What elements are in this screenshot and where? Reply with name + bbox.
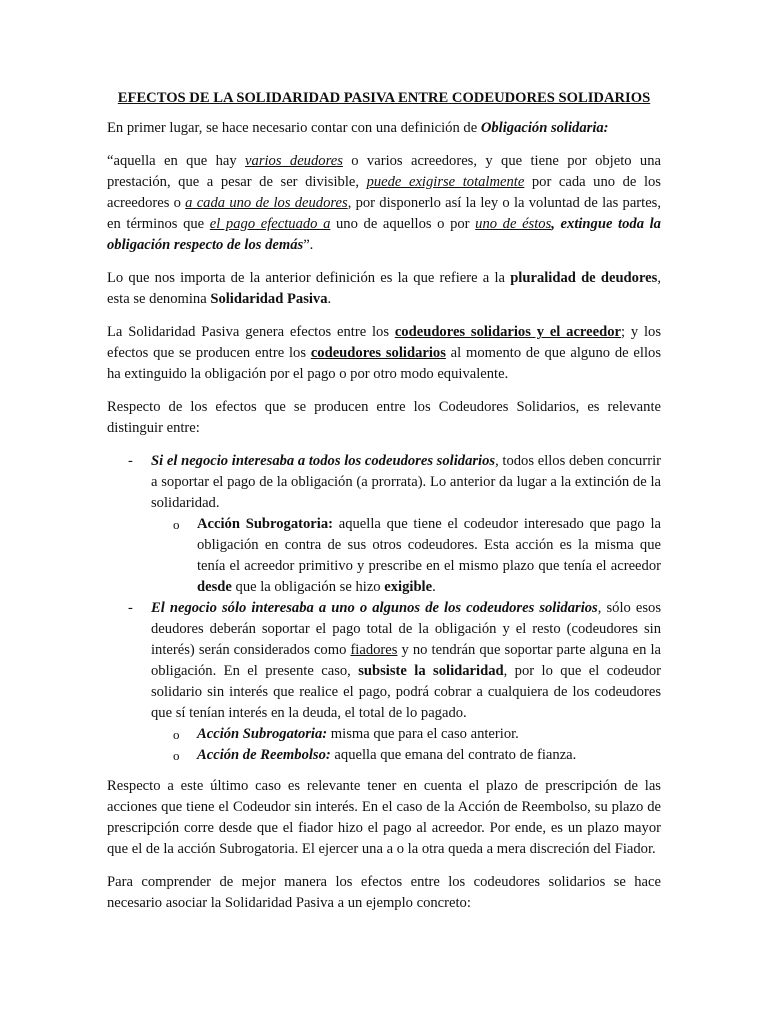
bold-term: Solidaridad Pasiva <box>210 291 328 307</box>
definition-quote <box>107 151 661 256</box>
case-text: , sólo esos deudores deberán soportar el pago total de la obligación y el resto (codeudores sin interés) serán considerados como <box>151 600 662 658</box>
quote-emphasis: uno de éstos <box>475 216 552 232</box>
quote-text: o varios acreedores, y que tiene por objeto una prestación, que a pesar de ser divisible, <box>107 153 662 190</box>
sub-text: misma que para el caso anterior. <box>327 726 519 742</box>
quote-end: ”. <box>303 237 314 253</box>
distinguish-paragraph: Respecto de los efectos que se producen entre los Codeudores Solidarios, es relevante distinguir entre: <box>107 399 661 436</box>
bold-underlined-term: codeudores solidarios <box>310 345 446 361</box>
sub-item-accion-subrogatoria <box>197 724 661 745</box>
defined-term: Obligación solidaria: <box>480 120 609 136</box>
underlined-term: fiadores <box>350 642 398 658</box>
quote-text: uno de aquellos o por <box>330 216 476 232</box>
quote-emphasis: puede exigirse totalmente <box>366 174 525 190</box>
sub-list <box>151 724 661 766</box>
quote-text: , por disponerlo así la ley o la voluntad de las partes, en términos que <box>107 195 662 232</box>
case-lead: El negocio sólo interesaba a uno o algunos de los codeudores solidarios <box>151 600 598 616</box>
quote-emphasis: varios deudores <box>245 153 343 169</box>
quote-bold-emphasis: , extingue toda la obligación respecto de los demás <box>107 216 661 253</box>
quote-emphasis: a cada uno de los deudores <box>185 195 348 211</box>
bold-term: subsiste la solidaridad <box>358 663 504 679</box>
sub-text: aquella que emana del contrato de fianza. <box>330 747 577 763</box>
case-text: , todos ellos deben concurrir a soportar el pago de la obligación (a prorrata). Lo anterior da lugar a la extinción de la solidaridad. <box>151 453 661 511</box>
bold-term: desde <box>197 579 232 595</box>
intro-text: En primer lugar, se hace necesario contar con una definición de <box>107 120 481 136</box>
paragraph-text: al momento de que alguno de ellos ha extinguido la obligación por el pago o por otro modo equivalente. <box>107 345 661 382</box>
paragraph-text: . <box>327 291 332 307</box>
bold-term: pluralidad de deudores <box>510 270 658 286</box>
sub-text: aquella que tiene el codeudor interesado que pago la obligación en contra de sus otros codeudores. Esta acción es la misma que tenía el acreedor primitivo y prescribe en el mismo plazo que tenía el acreedor <box>197 516 661 574</box>
sub-text: . <box>432 579 436 595</box>
quote-emphasis: el pago efectuado a <box>209 216 331 232</box>
case-text: y no tendrán que soportar parte alguna en la obligación. En el presente caso, <box>151 642 661 679</box>
paragraph-text: ; y los efectos que se producen entre los <box>107 324 661 361</box>
list-item-case-all-interested <box>151 451 661 598</box>
prescription-paragraph: Respecto a este último caso es relevante tener en cuenta el plazo de prescripción de las acciones que tiene el Codeudor sin interés. En el caso de la Acción de Reembolso, su plazo de prescripción corre desde que el fiador hizo el pago al acreedor. Por ende, es un plazo mayor que el de la acción Subrogatoria. El ejercer una a o la otra queda a mera discreción del Fiador. <box>107 778 661 857</box>
case-lead: Si el negocio interesaba a todos los codeudores solidarios <box>151 453 496 469</box>
sub-item-accion-reembolso <box>197 745 661 766</box>
paragraph-text: , esta se denomina <box>107 270 661 307</box>
sub-term: Acción Subrogatoria: <box>197 516 333 532</box>
bold-term: exigible <box>384 579 433 595</box>
case-text: , por lo que el codeudor solidario sin interés que realice el pago, podrá cobrar a cualquiera de los codeudores que sí tenían interés en la deuda, el total de lo pagado. <box>151 663 661 721</box>
effects-paragraph <box>107 322 661 385</box>
plurality-paragraph <box>107 268 661 310</box>
intro-paragraph <box>107 118 661 139</box>
example-paragraph: Para comprender de mejor manera los efectos entre los codeudores solidarios se hace necesario asociar la Solidaridad Pasiva a un ejemplo concreto: <box>107 874 661 911</box>
sub-term: Acción Subrogatoria: <box>197 726 328 742</box>
quote-text: por cada uno de los acreedores o <box>107 174 661 211</box>
sub-text: que la obligación se hizo <box>231 579 385 595</box>
sub-term: Acción de Reembolso: <box>197 747 331 763</box>
list-item-case-some-interested <box>151 598 661 766</box>
cases-list <box>107 451 661 766</box>
bold-underlined-term: codeudores solidarios y el acreedor <box>394 324 621 340</box>
quote-text: “aquella en que hay <box>107 153 246 169</box>
paragraph-text: La Solidaridad Pasiva genera efectos entre los <box>107 324 395 340</box>
paragraph-text: Lo que nos importa de la anterior definición es la que refiere a la <box>107 270 511 286</box>
sub-item-accion-subrogatoria <box>197 514 661 598</box>
document-title: EFECTOS DE LA SOLIDARIDAD PASIVA ENTRE CODEUDORES SOLIDARIOS <box>117 90 651 106</box>
sub-list <box>151 514 661 598</box>
